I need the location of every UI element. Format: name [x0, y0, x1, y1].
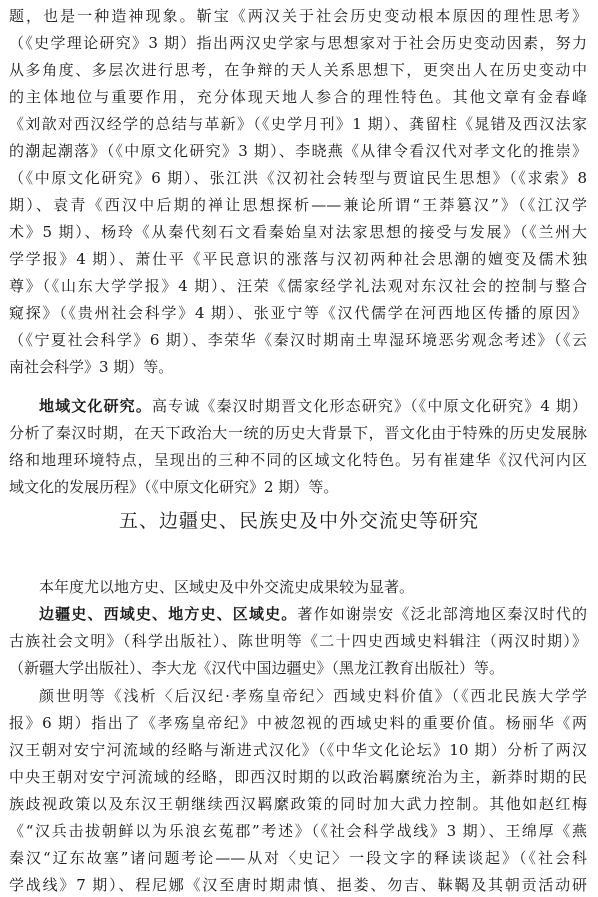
- text-line: [9, 87, 587, 109]
- line-text: （《中原文化研究》6 期）、张江洪《汉初社会转型与贾谊民生思想》（《求索》8: [9, 169, 587, 187]
- text-line: [39, 686, 587, 708]
- text-line: [9, 249, 587, 271]
- text-line: [9, 767, 587, 789]
- text-line: [9, 450, 587, 472]
- line-text: 报》6 期）指出了《孝殇皇帝纪》中被忽视的西域史料的重要价值。杨丽华《两: [9, 714, 587, 732]
- text-line: [9, 195, 587, 217]
- text-line: [9, 423, 587, 445]
- line-text: 秦汉“辽东故塞”诸问题考论——从对〈史记〉一段文字的释读谈起》（《社会科: [9, 849, 587, 867]
- line-text: 南社会科学》3 期）等。: [9, 358, 174, 376]
- text-line: [9, 330, 587, 352]
- text-line: [9, 141, 587, 163]
- line-text: 的潮起潮落》（《中原文化研究》3 期）、李晓燕《从律令看汉代对孝文化的推崇》: [9, 142, 587, 160]
- text-line: [9, 303, 587, 325]
- line-text: 《“汉兵击拔朝鲜以为乐浪玄菟郡”考述》（《社会科学战线》3 期）、王绵厚《燕: [9, 822, 587, 840]
- line-text: 中央王朝对安宁河流域的经略，即西汉时期的以政治羁縻统治为主，新莽时期的民: [9, 768, 587, 786]
- line-text: 术》5 期）、杨玲《从秦代刻石文看秦始皇对法家思想的接受与发展》（《兰州大: [9, 223, 587, 241]
- line-text: 本年度尤以地方史、区域史及中外交流史成果较为显著。: [39, 578, 415, 596]
- line-text: （新疆大学出版社）、李大龙《汉代中国边疆史》（黑龙江教育出版社）等。: [9, 659, 505, 677]
- bold-run-in-heading: 地域文化研究。: [39, 397, 152, 415]
- text-line: [9, 114, 587, 136]
- line-text: 高专诚《秦汉时期晋文化形态研究》（《中原文化研究》4 期）: [151, 397, 587, 415]
- section-heading: 五、边疆史、民族史及中外交流史等研究: [118, 510, 479, 532]
- line-text: 族歧视政策以及东汉王朝继续西汉羁縻政策的同时加大武力控制。其他如赵红梅: [9, 795, 587, 813]
- line-text: 题，也是一种造神现象。靳宝《两汉关于社会历史变动根本原因的理性思考》: [9, 7, 587, 25]
- text-line: [9, 658, 587, 680]
- text-line: [9, 357, 587, 379]
- line-text: 著作如谢崇安《泛北部湾地区秦汉时代的: [297, 605, 587, 623]
- line-text: 尊》（《山东大学学报》4 期）、汪荣《儒家经学礼法观对东汉社会的控制与整合: [9, 277, 587, 295]
- text-line: [9, 60, 587, 82]
- line-text: 窥探》（《贵州社会科学》4 期）、张亚宁等《汉代儒学在河西地区传播的原因》: [9, 304, 587, 322]
- line-text: 汉王朝对安宁河流域的经略与渐进式汉化》（《中华文化论坛》10 期）分析了两汉: [9, 741, 587, 759]
- line-text: 学战线》7 期）、程尼娜《汉至唐时期肃慎、挹娄、勿吉、靺鞨及其朝贡活动研: [9, 876, 587, 894]
- text-line: [9, 168, 587, 190]
- line-text: 期）、袁青《西汉中后期的禅让思想探析——兼论所谓“王莽篡汉”》（《江汉学: [9, 196, 587, 214]
- text-line: [9, 631, 587, 653]
- text-line: [9, 794, 587, 816]
- text-line: [9, 33, 587, 55]
- text-line: [39, 577, 587, 599]
- text-line: [9, 6, 587, 28]
- text-line: [39, 396, 587, 418]
- text-line: [9, 875, 587, 897]
- line-text: 域文化的发展历程》（《中原文化研究》2 期）等。: [9, 478, 339, 496]
- text-line: [9, 477, 587, 499]
- line-text: （《史学理论研究》3 期）指出两汉史学家与思想家对于社会历史变动因素，努力: [9, 34, 587, 52]
- line-text: 络和地理环境特点，呈现出的三种不同的区域文化特色。另有崔建华《汉代河内区: [9, 451, 587, 469]
- line-text: （《宁夏社会科学》6 期）、李荣华《秦汉时期南土卑湿环境恶劣观念考述》（《云: [9, 331, 587, 349]
- text-line: [9, 713, 587, 735]
- line-text: 从多角度、多层次进行思考，在争辩的天人关系思想下，更突出人在历史变动中: [9, 61, 587, 79]
- line-text: 分析了秦汉时期，在天下政治大一统的历史大背景下，晋文化由于特殊的历史发展脉: [9, 424, 587, 442]
- bold-run-in-heading: 边疆史、西域史、地方史、区域史。: [39, 605, 298, 623]
- line-text: 古族社会文明》（科学出版社）、陈世明等《二十四史西域史料辑注（两汉时期）》: [9, 632, 587, 650]
- line-text: 学学报》4 期）、萧仕平《平民意识的涨落与汉初两种社会思潮的嬗变及儒术独: [9, 250, 587, 268]
- text-line: [9, 222, 587, 244]
- text-line: [9, 821, 587, 843]
- line-text: 的主体地位与重要作用，充分体现天地人参合的理性特色。其他文章有金春峰: [9, 88, 587, 106]
- text-line: [9, 848, 587, 870]
- text-line: [9, 276, 587, 298]
- line-text: 颜世明等《浅析〈后汉纪·孝殇皇帝纪〉西域史料价值》（《西北民族大学学: [39, 687, 587, 705]
- text-line: [39, 604, 587, 626]
- text-line: [9, 740, 587, 762]
- line-text: 《刘歆对西汉经学的总结与革新》（《史学月刊》1 期）、龚留柱《晁错及西汉法家: [9, 115, 587, 133]
